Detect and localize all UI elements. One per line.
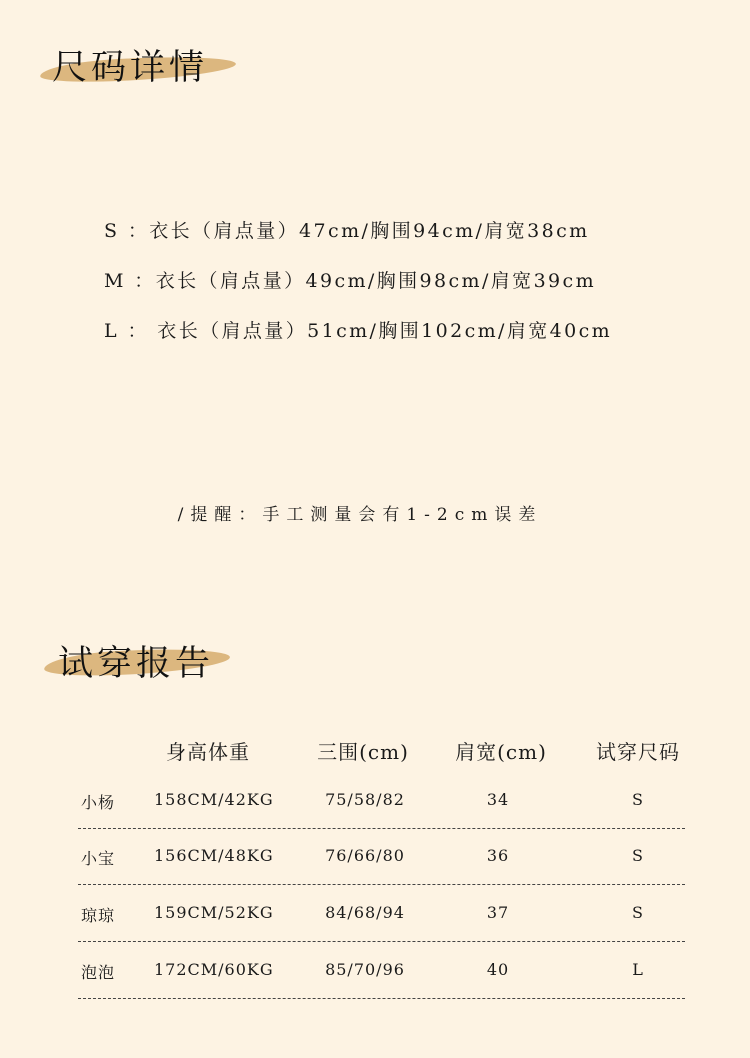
header-shoulder: 肩宽(cm): [455, 740, 547, 764]
size-value: S: [632, 846, 644, 865]
model-name: 小宝: [81, 849, 116, 868]
table-row: [78, 772, 685, 829]
table-row: [78, 884, 685, 942]
header-height-weight: 身高体重: [166, 740, 250, 764]
shoulder-value: 37: [486, 903, 510, 922]
measurements-value: 85/70/96: [325, 960, 405, 979]
shoulder-value: 36: [486, 846, 510, 865]
fit-report-heading: [40, 636, 215, 686]
size-details-title: 尺码详情: [52, 48, 209, 88]
shoulder-value: 40: [486, 960, 510, 979]
height-weight-value: 159CM/52KG: [154, 903, 274, 922]
measurements-value: 84/68/94: [325, 903, 405, 922]
height-weight-value: 156CM/48KG: [154, 846, 274, 865]
height-weight-value: 172CM/60KG: [154, 960, 274, 979]
size-value: S: [632, 790, 644, 809]
size-value: L: [632, 960, 644, 979]
fit-report-title: 试穿报告: [58, 644, 215, 684]
height-weight-value: 158CM/42KG: [154, 790, 274, 809]
size-line-l: L ： 衣长（肩点量）51cm/胸围102cm/肩宽40cm: [104, 320, 613, 342]
measurements-value: 75/58/82: [325, 790, 405, 809]
table-row: [78, 942, 685, 999]
model-name: 泡泡: [81, 963, 116, 982]
size-value: S: [632, 903, 644, 922]
measurement-reminder: /提醒：手工测量会有1-2cm误差: [177, 505, 543, 525]
table-row: [78, 828, 685, 885]
model-name: 琼琼: [81, 906, 116, 925]
model-name: 小杨: [81, 793, 116, 812]
header-measurements: 三围(cm): [317, 740, 409, 764]
size-line-s: S ：衣长（肩点量）47cm/胸围94cm/肩宽38cm: [104, 220, 590, 242]
measurements-value: 76/66/80: [325, 846, 405, 865]
shoulder-value: 34: [486, 790, 510, 809]
size-details-heading: [40, 40, 209, 90]
header-fit-size: 试穿尺码: [596, 740, 680, 764]
size-line-m: M ：衣长（肩点量）49cm/胸围98cm/肩宽39cm: [104, 270, 597, 292]
